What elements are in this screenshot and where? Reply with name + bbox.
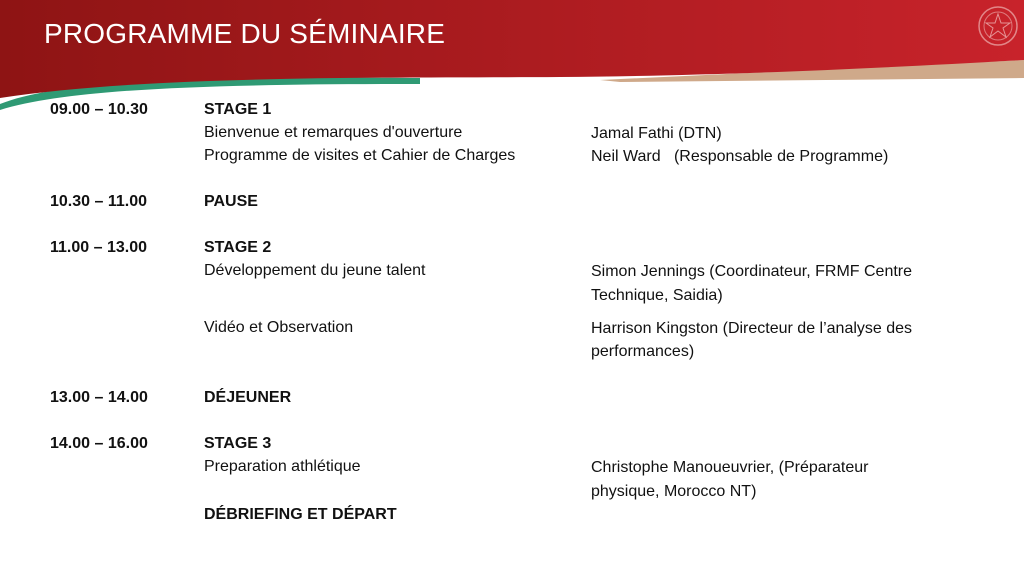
slide-title: PROGRAMME DU SÉMINAIRE	[44, 18, 446, 49]
speaker-christophe-line2: physique, Morocco NT)	[591, 483, 757, 500]
pause-heading: PAUSE	[204, 193, 258, 210]
header-banner	[0, 0, 1024, 110]
federation-emblem-icon	[976, 4, 1020, 48]
stage-2-heading: STAGE 2	[204, 239, 272, 256]
stage-1-heading: STAGE 1	[204, 101, 272, 118]
speaker-neil-ward: Neil Ward (Responsable de Programme)	[591, 148, 889, 165]
speaker-jamal-fathi: Jamal Fathi (DTN)	[591, 125, 722, 142]
closing-heading: DÉBRIEFING ET DÉPART	[204, 506, 397, 523]
speaker-harrison-kingston-line1: Harrison Kingston (Directeur de l’analyse des	[591, 320, 913, 337]
speaker-christophe-line1: Christophe Manoueuvrier, (Préparateur	[591, 459, 869, 476]
time-slot-3: 11.00 – 13.00	[50, 239, 147, 256]
activity-preparation-athletique: Preparation athlétique	[204, 458, 361, 475]
activity-programme-visites: Programme de visites et Cahier de Charges	[204, 147, 516, 164]
time-slot-1: 09.00 – 10.30	[50, 101, 148, 118]
time-slot-2: 10.30 – 11.00	[50, 193, 147, 210]
lunch-heading: DÉJEUNER	[204, 389, 292, 406]
activity-welcome: Bienvenue et remarques d'ouverture	[204, 124, 463, 141]
stage-3-heading: STAGE 3	[204, 435, 272, 452]
speaker-simon-jennings-line2: Technique, Saidia)	[591, 287, 723, 304]
activity-video-observation: Vidéo et Observation	[204, 319, 354, 336]
speaker-simon-jennings-line1: Simon Jennings (Coordinateur, FRMF Centre	[591, 263, 913, 280]
time-slot-4: 13.00 – 14.00	[50, 389, 148, 406]
speaker-harrison-kingston-line2: performances)	[591, 343, 695, 360]
time-slot-5: 14.00 – 16.00	[50, 435, 148, 452]
activity-jeune-talent: Développement du jeune talent	[204, 262, 426, 279]
